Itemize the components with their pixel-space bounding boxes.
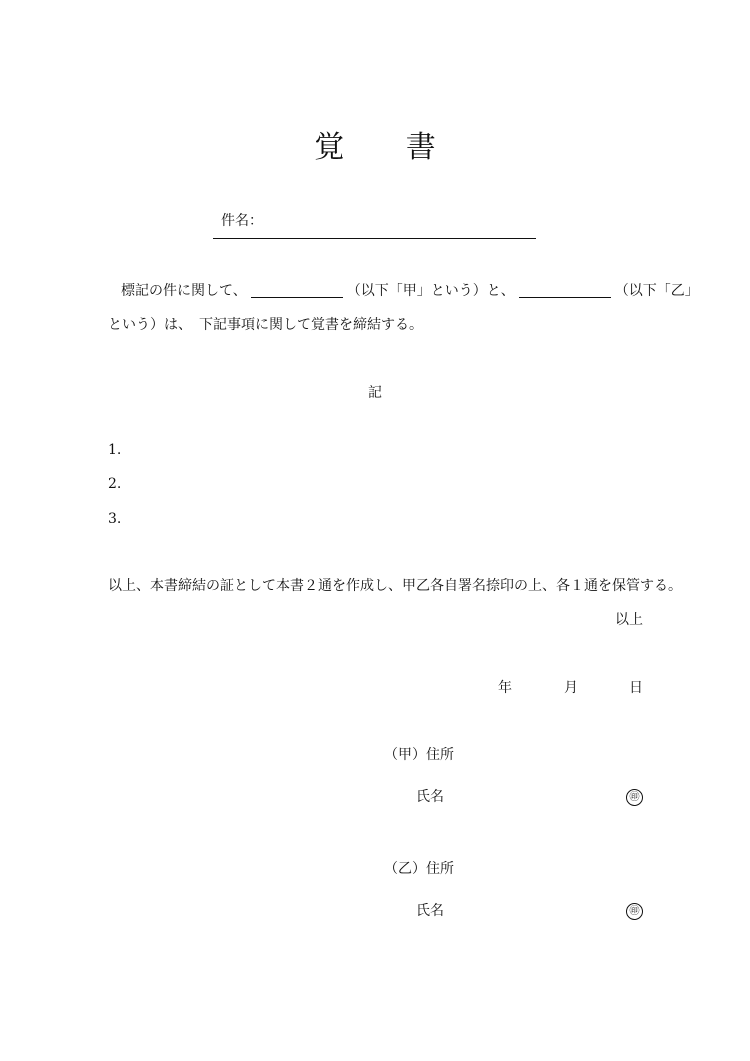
ijou-text: 以上 bbox=[615, 612, 643, 628]
item-2: 2. bbox=[108, 476, 122, 492]
intro-text-2: （以下「甲」という）と、 bbox=[346, 283, 515, 299]
document-title: 覚 書 bbox=[314, 130, 462, 165]
party-a-blank bbox=[251, 283, 343, 298]
intro-text-1: 標記の件に関して、 bbox=[121, 283, 247, 299]
party-b-blank bbox=[519, 283, 611, 298]
intro-line-1 bbox=[121, 282, 699, 300]
item-1: 1. bbox=[108, 442, 122, 458]
date-day: 日 bbox=[629, 680, 643, 696]
ki-heading: 記 bbox=[368, 385, 382, 401]
party-b-name-label: 氏名 bbox=[416, 903, 444, 919]
party-a-name-label: 氏名 bbox=[416, 789, 444, 805]
intro-text-3: （以下「乙」 bbox=[614, 283, 699, 299]
party-a-seal-icon: ㊞ bbox=[626, 787, 643, 806]
date-year: 年 bbox=[498, 680, 512, 696]
item-3: 3. bbox=[108, 511, 122, 527]
date-month: 月 bbox=[564, 680, 578, 696]
party-b-address-label: （乙）住所 bbox=[384, 861, 454, 877]
subject-underline bbox=[213, 238, 536, 239]
subject-label: 件名： bbox=[221, 213, 263, 229]
intro-line-2: という）は、 下記事項に関して覚書を締結する。 bbox=[108, 317, 423, 333]
party-b-seal-icon: ㊞ bbox=[626, 901, 643, 920]
closing-sentence: 以上、本書締結の証として本書２通を作成し、甲乙各自署名捺印の上、各１通を保管する。 bbox=[108, 578, 682, 594]
party-a-address-label: （甲）住所 bbox=[384, 747, 454, 763]
